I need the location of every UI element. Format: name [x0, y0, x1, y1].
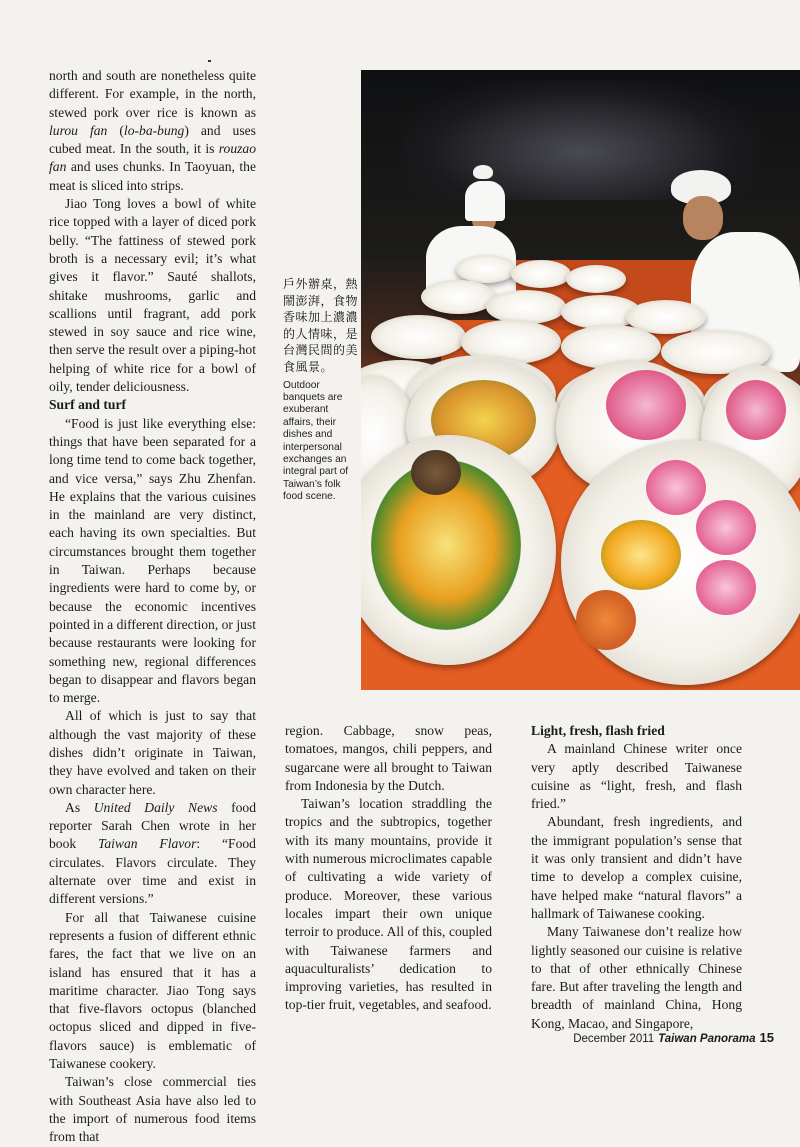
section-heading: Light, fresh, flash fried — [531, 723, 665, 738]
issue-date: December 2011 — [573, 1033, 655, 1045]
plate — [421, 280, 496, 314]
text-column-2 — [285, 722, 492, 1015]
paragraph: A mainland Chinese writer once very aptly described Taiwanese cuisine as “light, fresh, and flash fried.” — [531, 741, 742, 812]
text-column-3 — [531, 722, 742, 1033]
paragraph: region. Cabbage, snow peas, tomatoes, mangos, chili peppers, and sugarcane were all brought to Taiwan from Indonesia by the Dutch. — [285, 723, 492, 793]
paragraph: Taiwan’s close commercial ties with Southeast Asia have also led to the import of numerous food items from that — [49, 1074, 256, 1145]
banquet-photo — [361, 70, 800, 690]
magazine-name: Taiwan Panorama — [658, 1033, 756, 1045]
page-number: 15 — [759, 1030, 774, 1045]
food — [726, 380, 786, 440]
food — [606, 370, 686, 440]
paragraph: Jiao Tong loves a bowl of white rice topped with a layer of diced pork belly. “The fattiness of stewed pork broth is a necessary evil; it’s what gives it flavor.” Sauté shallots, shitake mushrooms, garlic and scallions until fragrant, add pork stewed in soy sauce and rice wine, then serve the result over a piping-hot helping of white rice for a bowl of oily, tender deliciousness. — [49, 196, 256, 395]
caption-chinese: 戶外辦桌，熱鬧澎湃，食物香味加上濃濃的人情味，是台灣民間的美食風景。 — [283, 277, 359, 374]
photo-caption — [283, 276, 359, 504]
chef — [461, 165, 511, 225]
plate — [486, 290, 566, 324]
paragraph: “Food is just like everything else: things that have been separated for a long time tend to come back together, and vice versa,” says Zhu Zhenfan. He explains that the various cuisines in the mainland are very distinct, each having its own specialties. But circumstances brought them together in Taiwan. Perhaps because ingredients were hard to come by, or because the economic incentives pointed in a different direction, or just because restaurants were looking for something new, regional differences began to disappear and flavors began to merge. — [49, 415, 256, 706]
food — [696, 500, 756, 555]
paragraph: As United Daily News food reporter Sarah Chen wrote in her book Taiwan Flavor: “Food circulates. Flavors circulate. They alternate over time and exist in different versions.” — [49, 799, 256, 907]
stray-dot — [208, 60, 211, 62]
plate — [371, 315, 466, 359]
food — [646, 460, 706, 515]
food — [696, 560, 756, 615]
paragraph: All of which is just to say that although the vast majority of these dishes didn’t originate in Taiwan, they have evolved and taken on their own character here. — [49, 708, 256, 797]
food — [601, 520, 681, 590]
paragraph: Taiwan’s location straddling the tropics and the subtropics, together with its many mountains, provide it with numerous microclimates capable of cultivating a wide variety of produce. Moreover, these various locales impart their own unique terroir to produce. All of this, coupled with Taiwanese farmers and aquaculturalists’ dedication to improving varieties, has resulted in top-tier fruit, vegetables, and seafood. — [285, 796, 492, 1013]
plate — [566, 265, 626, 293]
food — [411, 450, 461, 495]
section-heading: Surf and turf — [49, 397, 127, 413]
paragraph: Abundant, fresh ingredients, and the immigrant population’s sense that it was only transient and didn’t have time to develop a complex cuisine, have helped make “natural flavors” a hallmark of Taiwanese cooking. — [531, 814, 742, 921]
text-column-1 — [49, 67, 256, 1147]
paragraph: north and south are nonetheless quite different. For example, in the north, stewed pork over rice is known as lurou fan (lo-ba-bung) and uses cubed meat. In the south, it is rouzao fan and uses chunks. In Taoyuan, the meat is sliced into strips. — [49, 68, 256, 193]
plate — [456, 255, 516, 283]
paragraph: For all that Taiwanese cuisine represents a fusion of different ethnic fares, the fact that we live on an island has ensured that it has a maritime character. Jiao Tong says that five-flavors octopus (blanched octopus sliced and dipped in five-flavors sauce) is emblematic of Taiwanese cookery. — [49, 909, 256, 1072]
page-footer — [573, 1030, 774, 1045]
caption-english: Outdoor banquets are exuberant affairs, their dishes and interpersonal exchanges an integral part of Taiwan’s folk food scene. — [283, 379, 349, 503]
plate — [511, 260, 571, 288]
paragraph: Many Taiwanese don’t realize how lightly seasoned our cuisine is relative to that of other ethnically Chinese fare. But after traveling the length and breadth of mainland China, Hong Kong, Macao, and Singapore, — [531, 924, 742, 1031]
food — [576, 590, 636, 650]
